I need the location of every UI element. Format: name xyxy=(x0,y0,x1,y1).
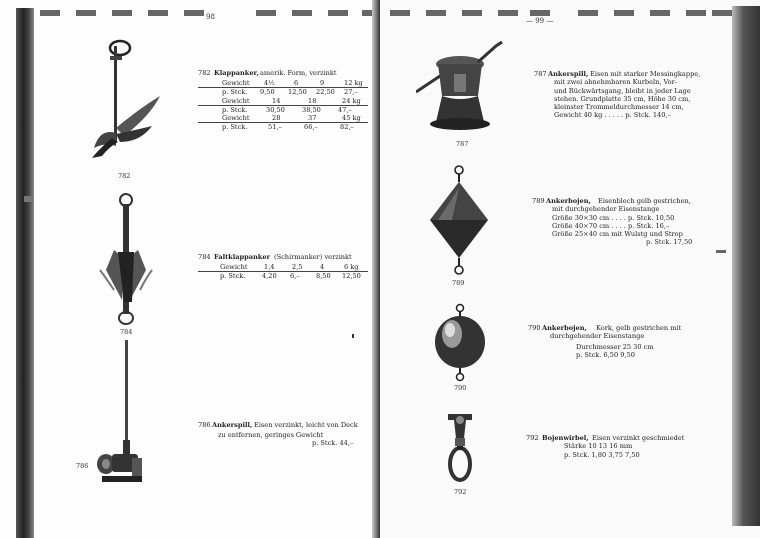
folding-anchor-illustration-782 xyxy=(80,38,170,163)
item-description-line: Größe 40×70 cm . . . . p. Stck. 16,– xyxy=(552,221,670,230)
item-description-line: zu entfernen, geringes Gewicht xyxy=(218,431,324,439)
item-description-line: durchgehender Eisenstange xyxy=(550,332,645,341)
item-heading xyxy=(198,421,368,431)
item-description-line: Stärke 10 13 16 mm xyxy=(564,442,633,451)
table-row: Gewicht 28 37 45 kg xyxy=(198,114,368,123)
table-row: Gewicht 4½ 6 9 12 kg xyxy=(198,79,368,88)
item-name: Ankerbojen, xyxy=(546,197,591,205)
double-cone-buoy-illustration-789 xyxy=(426,162,492,280)
left-edge-shadow xyxy=(16,8,34,538)
catalog-item-786 xyxy=(198,421,368,448)
buoy-swivel-illustration-792 xyxy=(440,410,480,488)
item-description-line: stehen. Grundplatte 35 cm, Höhe 30 cm, xyxy=(554,94,691,103)
right-page xyxy=(380,0,760,538)
item-price: p. Stck. 44,– xyxy=(312,439,354,448)
item-heading xyxy=(198,253,368,263)
left-page-number: 98 xyxy=(206,13,215,21)
right-page-number: — 99 — xyxy=(526,17,554,25)
item-description-line: mit zwei abnehmbaren Kurbeln, Vor- xyxy=(554,78,678,87)
item-name: Ankerspill, xyxy=(212,421,253,429)
catalog-item-792 xyxy=(526,434,706,459)
table-row: p. Stck. 30,50 38,50 47,– xyxy=(222,105,352,114)
item-description-line: p. Stck. 17,50 xyxy=(646,238,693,247)
table-row: Gewicht 14 18 24 kg xyxy=(198,97,368,106)
item-heading: 792 Bojenwirbel, Eisen verzinkt geschmiedet xyxy=(526,434,685,442)
item-number: 790 xyxy=(528,324,541,332)
item-name: Ankerspill, xyxy=(548,70,589,78)
left-top-border xyxy=(40,10,370,18)
item-description: amerik. Form, verzinkt xyxy=(260,69,337,77)
catalog-item-782 xyxy=(198,69,368,132)
item-number: 782 xyxy=(198,69,211,77)
catalog-item-789 xyxy=(532,197,710,247)
item-name: Ankerbojen, xyxy=(542,324,587,332)
item-description-line: Durchmesser 25 30 cm xyxy=(576,342,654,351)
item-description-line: Größe 25×40 cm mit Wulstg und Strop xyxy=(552,230,683,239)
item-description-line: und Rückwärtsgang, bleibt in jeder Lage xyxy=(554,86,691,95)
item-number: 787 xyxy=(534,70,547,78)
ink-speck xyxy=(716,250,726,253)
item-heading: 787 Ankerspill, Eisen mit starker Messingkappe, xyxy=(534,70,701,78)
figure-label-792: 792 xyxy=(454,488,467,496)
item-description: Eisen verzinkt, leicht von Deck xyxy=(254,421,358,429)
capstan-illustration-786 xyxy=(92,340,152,492)
item-heading: 790 Ankerbojen, Kork, gelb gestrichen mit xyxy=(528,324,682,332)
item-heading: 789 Ankerbojen, Eisenblech gelb gestrichen, xyxy=(532,197,691,205)
table-row: p. Stck. 9,50 12,50 22,50 27,– xyxy=(222,88,358,97)
figure-label-787: 787 xyxy=(456,140,469,148)
right-top-border xyxy=(390,10,730,18)
ink-speck xyxy=(352,334,354,338)
catalog-item-787 xyxy=(534,70,712,120)
item-description-line: mit durchgehender Eisenstange xyxy=(552,205,660,214)
item-description: (Schirmanker) verzinkt xyxy=(274,253,352,261)
catalog-item-790 xyxy=(528,324,708,359)
figure-label-790: 790 xyxy=(454,384,467,392)
item-description-line: kleinster Trommeldurchmesser 14 cm, xyxy=(554,103,684,112)
figure-label-786: 786 xyxy=(76,462,89,470)
item-number: 789 xyxy=(532,197,545,205)
umbrella-anchor-illustration-784 xyxy=(96,190,176,330)
capstan-with-cranks-illustration-787 xyxy=(416,40,508,140)
item-name: Bojenwirbel, xyxy=(542,434,589,442)
item-number: 792 xyxy=(526,434,539,442)
item-number: 784 xyxy=(198,253,211,261)
right-edge-shadow xyxy=(732,6,760,526)
item-description-line: Gewicht 40 kg . . . . . p. Stck. 140,– xyxy=(554,111,671,120)
table-row: p. Stck. 51,– 66,– 82,– xyxy=(222,123,354,132)
catalog-item-784 xyxy=(198,253,368,281)
item-name: Klappanker, xyxy=(214,69,259,77)
ink-speck xyxy=(24,196,32,202)
table-row: Gewicht 1,4 2,5 4 6 kg xyxy=(198,263,368,272)
item-description-line: Größe 30×30 cm . . . . p. Stck. 10,50 xyxy=(552,213,675,222)
table-row: p. Stck. 4,20 6,– 8,50 12,50 xyxy=(220,272,361,281)
item-heading xyxy=(198,69,368,79)
item-number: 786 xyxy=(198,421,211,429)
figure-label-784: 784 xyxy=(120,328,133,336)
figure-label-789: 789 xyxy=(452,279,465,287)
cork-buoy-illustration-790 xyxy=(430,302,490,382)
figure-label-782: 782 xyxy=(118,172,131,180)
item-description-line: p. Stck. 6,50 9,50 xyxy=(576,350,635,359)
item-description-line: p. Stck. 1,80 3,75 7,50 xyxy=(564,450,640,459)
item-name: Faltklappanker xyxy=(214,253,271,261)
